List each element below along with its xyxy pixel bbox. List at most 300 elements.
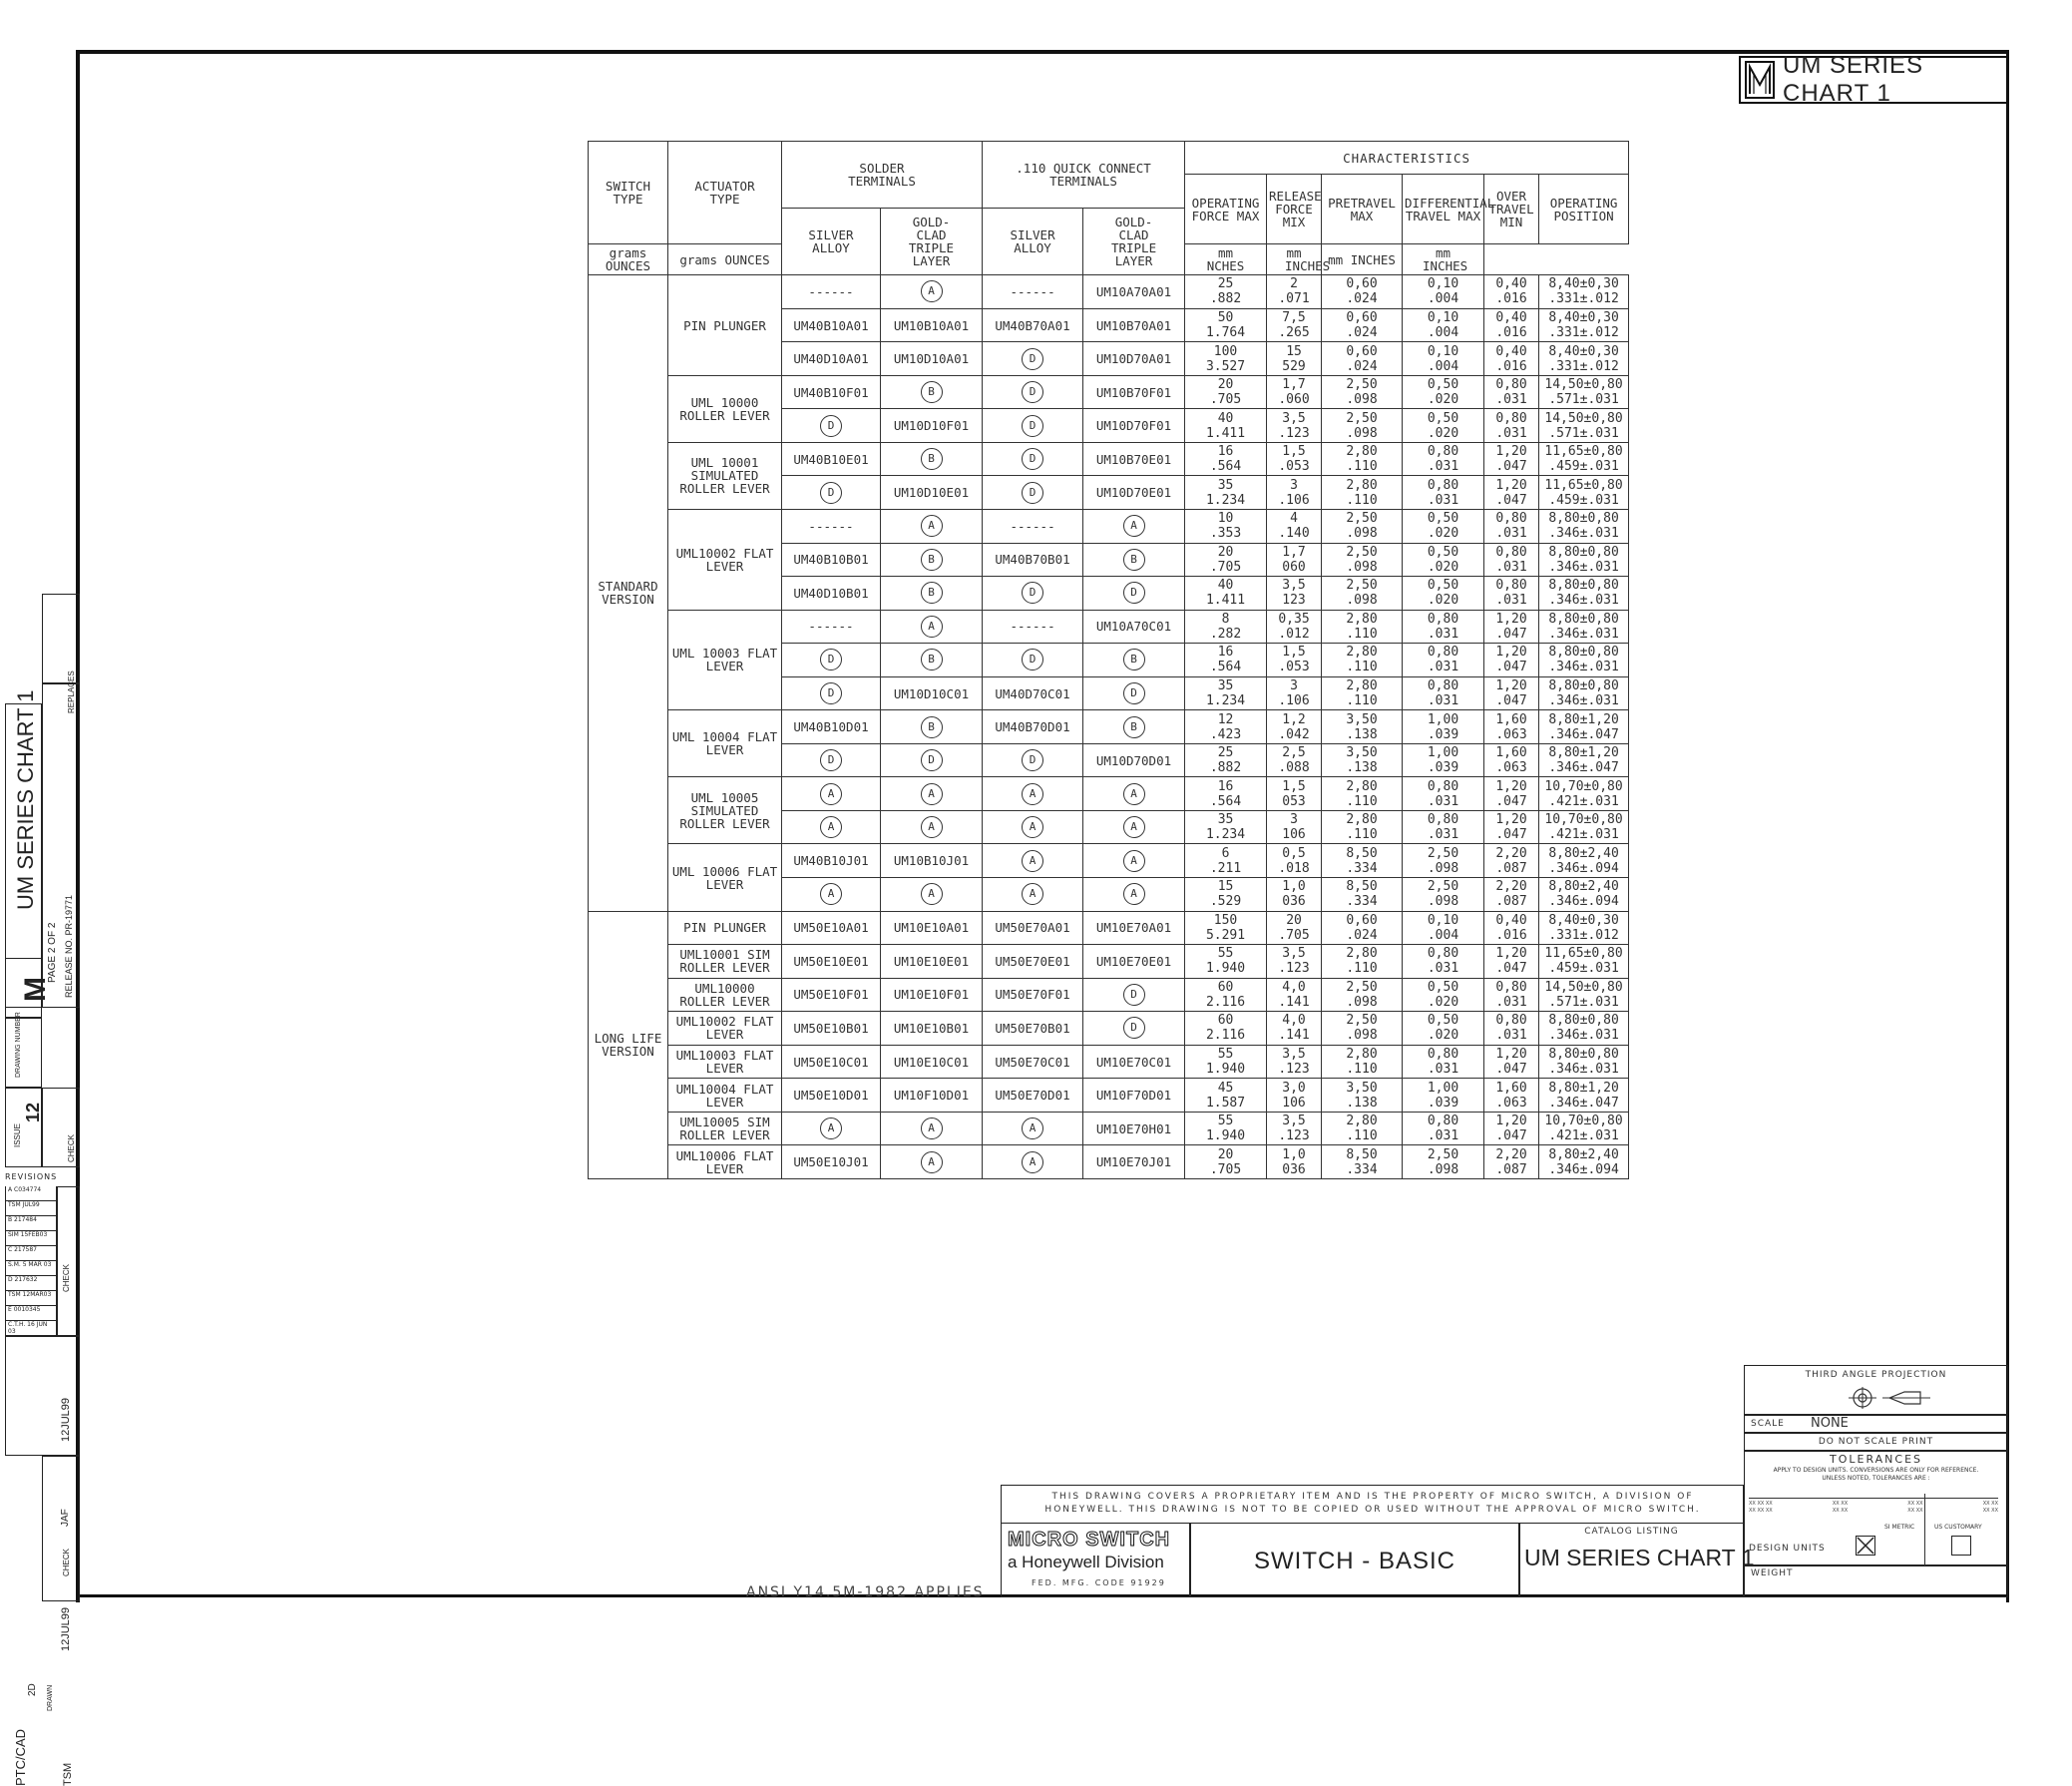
part-number-cell — [1083, 543, 1185, 577]
catalog-box — [1519, 1523, 1755, 1597]
ptc-cad-label: PTC/CAD — [13, 1728, 28, 1786]
value-cell: 8,80±0,80 .346±.031 — [1539, 510, 1629, 544]
header-operating-position: OPERATING POSITION — [1539, 175, 1629, 244]
title-block — [1001, 1485, 2009, 1597]
value-cell: 0,35 .012 — [1267, 610, 1322, 644]
us-customary-label: US CUSTOMARY — [1934, 1524, 1982, 1531]
part-number-cell — [881, 777, 983, 811]
scale-label: SCALE — [1751, 1419, 1785, 1429]
part-number-cell — [1083, 676, 1185, 710]
table-row — [589, 1145, 1629, 1179]
header-differential-travel: DIFFERENTIAL TRAVEL MAX — [1403, 175, 1484, 244]
header-operating-force: OPERATING FORCE MAX — [1185, 175, 1267, 244]
part-number-cell: UM50E10E01 — [782, 945, 881, 979]
part-number-cell — [983, 342, 1083, 376]
part-number-cell: UM10E70J01 — [1083, 1145, 1185, 1179]
circled-letter: D — [820, 482, 842, 504]
value-cell: 0,60 .024 — [1322, 911, 1403, 945]
value-cell: 2,20 .087 — [1484, 844, 1539, 878]
value-cell: 2,5 .088 — [1267, 743, 1322, 777]
value-cell: 55 1.940 — [1185, 1045, 1267, 1079]
part-number-cell: UM10E10E01 — [881, 945, 983, 979]
value-cell: 2,80 .110 — [1322, 644, 1403, 677]
value-cell: 50 1.764 — [1185, 308, 1267, 342]
revision-entry: TSM JUL99 — [5, 1201, 57, 1216]
value-cell: 20 .705 — [1185, 1145, 1267, 1179]
revision-entry: B 217484 — [5, 1216, 57, 1231]
value-cell: 10,70±0,80 .421±.031 — [1539, 777, 1629, 811]
actuator-type-cell: UML 10003 FLAT LEVER — [668, 610, 782, 710]
part-number-cell: ------ — [983, 275, 1083, 309]
value-cell: 0,10 .004 — [1403, 275, 1484, 309]
part-number-cell — [881, 743, 983, 777]
part-number-cell: UM10E70H01 — [1083, 1112, 1185, 1145]
circled-letter: A — [820, 783, 842, 805]
part-number-cell: UM10E10C01 — [881, 1045, 983, 1079]
header-solder-silver-alloy: SILVER ALLOY — [782, 209, 881, 275]
value-cell: 15 .529 — [1185, 878, 1267, 912]
value-cell: 10 .353 — [1185, 510, 1267, 544]
part-number-cell: UM50E10A01 — [782, 911, 881, 945]
value-cell: 0,50 .020 — [1403, 375, 1484, 409]
revision-entry: A C034774 — [5, 1186, 57, 1201]
value-cell: 0,40 .016 — [1484, 911, 1539, 945]
circled-letter: A — [921, 515, 943, 537]
circled-letter: A — [1022, 1151, 1043, 1173]
value-cell: 25 .882 — [1185, 275, 1267, 309]
part-number-cell: UM40B10D01 — [782, 710, 881, 744]
value-cell: 2,50 .098 — [1322, 543, 1403, 577]
circled-letter: D — [820, 415, 842, 437]
value-cell: 6 .211 — [1185, 844, 1267, 878]
value-cell: 0,10 .004 — [1403, 911, 1484, 945]
revision-entry: C 217587 — [5, 1246, 57, 1261]
value-cell: 0,80 .031 — [1403, 644, 1484, 677]
actuator-type-cell: UML10002 FLAT LEVER — [668, 510, 782, 611]
part-number-cell: UM40D10B01 — [782, 577, 881, 611]
part-number-cell: UM40B10B01 — [782, 543, 881, 577]
circled-letter: D — [1123, 582, 1145, 604]
value-cell: 0,50 .020 — [1403, 543, 1484, 577]
part-number-cell — [983, 476, 1083, 510]
value-cell: 2,80 .110 — [1322, 442, 1403, 476]
value-cell: 0,80 .031 — [1484, 577, 1539, 611]
value-cell: 8,80±2,40 .346±.094 — [1539, 1145, 1629, 1179]
part-number-cell: UM40B70A01 — [983, 308, 1083, 342]
part-number-cell: UM50E70B01 — [983, 1012, 1083, 1046]
part-number-cell: UM50E10C01 — [782, 1045, 881, 1079]
part-number-cell — [1083, 978, 1185, 1012]
table-row — [589, 510, 1629, 544]
value-cell: 2,50 .098 — [1403, 878, 1484, 912]
value-cell: 2,50 .098 — [1322, 510, 1403, 544]
check-label-1: CHECK — [67, 1133, 76, 1162]
description-box — [1190, 1523, 1519, 1597]
circled-letter: B — [921, 448, 943, 470]
value-cell: 0,10 .004 — [1403, 342, 1484, 376]
value-cell: 1,7 .060 — [1267, 375, 1322, 409]
part-number-cell: UM50E70A01 — [983, 911, 1083, 945]
cad-2d: 2D — [27, 1683, 38, 1696]
value-cell: 8,50 .334 — [1322, 844, 1403, 878]
value-cell: 14,50±0,80 .571±.031 — [1539, 409, 1629, 443]
table-row — [589, 710, 1629, 744]
part-number-cell: UM10D10C01 — [881, 676, 983, 710]
value-cell: 0,80 .031 — [1403, 1112, 1484, 1145]
value-cell: 35 1.234 — [1185, 676, 1267, 710]
value-cell: 4,0 .141 — [1267, 978, 1322, 1012]
value-cell: 8,40±0,30 .331±.012 — [1539, 275, 1629, 309]
circled-letter: A — [1123, 515, 1145, 537]
part-number-cell: UM10D10A01 — [881, 342, 983, 376]
circled-letter: A — [820, 883, 842, 905]
value-cell: 8,40±0,30 .331±.012 — [1539, 308, 1629, 342]
part-number-cell: UM40B70D01 — [983, 710, 1083, 744]
part-number-cell: UM10E10F01 — [881, 978, 983, 1012]
value-cell: 1,20 .047 — [1484, 644, 1539, 677]
page-number: PAGE 2 OF 2 — [47, 922, 58, 983]
part-number-cell — [881, 644, 983, 677]
micro-switch-logo-icon — [1745, 61, 1775, 99]
part-number-cell: ------ — [983, 510, 1083, 544]
value-cell: 0,50 .020 — [1403, 510, 1484, 544]
header-quick-connect: .110 QUICK CONNECT TERMINALS — [983, 142, 1185, 209]
table-row — [589, 442, 1629, 476]
circled-letter: A — [820, 816, 842, 838]
circled-letter: D — [1022, 415, 1043, 437]
drawing-number-box — [5, 1018, 42, 1088]
part-number-cell — [881, 610, 983, 644]
circled-letter: A — [921, 616, 943, 638]
catalog-value: UM SERIES CHART 1 — [1524, 1545, 1755, 1570]
value-cell: 8,80±1,20 .346±.047 — [1539, 743, 1629, 777]
part-number-cell: UM10B10J01 — [881, 844, 983, 878]
value-cell: 2,50 .098 — [1322, 409, 1403, 443]
proprietary-notice: THIS DRAWING COVERS A PROPRIETARY ITEM AND IS THE PROPERTY OF MICRO SWITCH, A DIVISION OF HONEYWELL. THIS DRAWING IS NOT TO BE COPIED OR USED WITHOUT THE APPROVAL OF MICRO SWITCH. — [1044, 1492, 1701, 1515]
value-cell: 0,60 .024 — [1322, 342, 1403, 376]
circled-letter: D — [820, 749, 842, 771]
value-cell: 8,80±1,20 .346±.047 — [1539, 1079, 1629, 1113]
table-row — [589, 844, 1629, 878]
circled-letter: D — [1022, 482, 1043, 504]
circled-letter: B — [921, 549, 943, 571]
part-number-cell — [782, 476, 881, 510]
value-cell: 20 .705 — [1267, 911, 1322, 945]
actuator-type-cell: PIN PLUNGER — [668, 275, 782, 376]
part-number-cell: ------ — [782, 610, 881, 644]
value-cell: 60 2.116 — [1185, 1012, 1267, 1046]
table-row — [589, 610, 1629, 644]
circled-letter: D — [1123, 682, 1145, 704]
part-number-cell: UM40D70C01 — [983, 676, 1083, 710]
actuator-type-cell: UML10001 SIM ROLLER LEVER — [668, 945, 782, 979]
value-cell: 0,80 .031 — [1484, 543, 1539, 577]
value-cell: 3,50 .138 — [1322, 1079, 1403, 1113]
value-cell: 8,80±2,40 .346±.094 — [1539, 844, 1629, 878]
part-number-cell — [782, 743, 881, 777]
scale-box — [1744, 1415, 2008, 1433]
actuator-type-cell: UML10004 FLAT LEVER — [668, 1079, 782, 1113]
part-number-cell: UM10D70A01 — [1083, 342, 1185, 376]
circled-letter: A — [921, 783, 943, 805]
header-qc-gold-clad: GOLD-CLAD TRIPLE LAYER — [1083, 209, 1185, 275]
description: SWITCH - BASIC — [1253, 1548, 1455, 1574]
circled-letter: D — [820, 682, 842, 704]
part-number-cell: UM10F10D01 — [881, 1079, 983, 1113]
tolerances-note: APPLY TO DESIGN UNITS. CONVERSIONS ARE ONLY FOR REFERENCE. UNLESS NOTED, TOLERANCES ARE : — [1773, 1467, 1979, 1482]
unit-pretravel: mm NCHES — [1185, 244, 1267, 275]
part-number-cell — [1083, 577, 1185, 611]
value-cell: 8,40±0,30 .331±.012 — [1539, 911, 1629, 945]
value-cell: 0,5 .018 — [1267, 844, 1322, 878]
table-row — [589, 1079, 1629, 1113]
header-solder-terminals: SOLDER TERMINALS — [782, 142, 983, 209]
header-characteristics: CHARACTERISTICS — [1185, 142, 1629, 175]
value-cell: 0,80 .031 — [1403, 442, 1484, 476]
value-cell: 20 .705 — [1185, 543, 1267, 577]
actuator-type-cell: UML10000 ROLLER LEVER — [668, 978, 782, 1012]
value-cell: 3,5 .123 — [1267, 1045, 1322, 1079]
unit-diff-travel: mm INCHES — [1267, 244, 1322, 275]
part-number-cell — [1083, 710, 1185, 744]
part-number-cell — [881, 1112, 983, 1145]
value-cell: 2,50 .098 — [1322, 375, 1403, 409]
value-cell: 2,80 .110 — [1322, 476, 1403, 510]
header-qc-silver-alloy: SILVER ALLOY — [983, 209, 1083, 275]
value-cell: 1,2 .042 — [1267, 710, 1322, 744]
circled-letter: B — [921, 381, 943, 403]
value-cell: 2,50 .098 — [1322, 577, 1403, 611]
part-number-cell: UM50E70F01 — [983, 978, 1083, 1012]
value-cell: 8,80±0,80 .346±.031 — [1539, 543, 1629, 577]
value-cell: 8,50 .334 — [1322, 1145, 1403, 1179]
jaf: JAF — [60, 1509, 71, 1527]
part-number-cell — [1083, 644, 1185, 677]
value-cell: 1,5 053 — [1267, 777, 1322, 811]
part-number-cell — [983, 1145, 1083, 1179]
circled-letter: B — [1123, 549, 1145, 571]
value-cell: 0,50 .020 — [1403, 978, 1484, 1012]
brand-box — [1001, 1523, 1190, 1597]
value-cell: 8,80±0,80 .346±.031 — [1539, 1045, 1629, 1079]
actuator-type-cell: UML10006 FLAT LEVER — [668, 1145, 782, 1179]
part-number-cell — [983, 777, 1083, 811]
date-1: 12JUL99 — [60, 1397, 72, 1442]
revision-entry: E 0010345 — [5, 1306, 57, 1321]
value-cell: 3,5 .123 — [1267, 1112, 1322, 1145]
value-cell: 0,40 .016 — [1484, 342, 1539, 376]
part-number-cell: ------ — [983, 610, 1083, 644]
circled-letter: D — [1022, 348, 1043, 370]
value-cell: 55 1.940 — [1185, 945, 1267, 979]
value-cell: 1,60 .063 — [1484, 1079, 1539, 1113]
part-number-cell: UM50E10J01 — [782, 1145, 881, 1179]
value-cell: 0,80 .031 — [1403, 476, 1484, 510]
part-number-cell — [782, 676, 881, 710]
value-cell: 1,20 .047 — [1484, 777, 1539, 811]
issue-label: ISSUE — [13, 1122, 22, 1147]
value-cell: 1,20 .047 — [1484, 1112, 1539, 1145]
value-cell: 40 1.411 — [1185, 409, 1267, 443]
circled-letter: A — [1022, 883, 1043, 905]
value-cell: 8,80±2,40 .346±.094 — [1539, 878, 1629, 912]
value-cell: 3,0 106 — [1267, 1079, 1322, 1113]
design-units-label: DESIGN UNITS — [1749, 1544, 1826, 1554]
part-number-cell — [782, 878, 881, 912]
si-metric-label: SI METRIC — [1884, 1524, 1915, 1531]
issue-box — [5, 1088, 42, 1167]
part-number-cell: UM10A70C01 — [1083, 610, 1185, 644]
tsm-label: TSM — [62, 1762, 74, 1786]
part-number-cell — [983, 442, 1083, 476]
circled-letter: D — [1022, 448, 1043, 470]
value-cell: 14,50±0,80 .571±.031 — [1539, 375, 1629, 409]
part-number-cell: UM10D10F01 — [881, 409, 983, 443]
value-cell: 1,20 .047 — [1484, 1045, 1539, 1079]
table-row — [589, 375, 1629, 409]
value-cell: 11,65±0,80 .459±.031 — [1539, 442, 1629, 476]
value-cell: 15 529 — [1267, 342, 1322, 376]
value-cell: 7,5 .265 — [1267, 308, 1322, 342]
actuator-type-cell: UML 10004 FLAT LEVER — [668, 710, 782, 777]
part-number-cell: UM50E10D01 — [782, 1079, 881, 1113]
part-number-cell — [782, 1112, 881, 1145]
part-number-cell — [983, 375, 1083, 409]
circled-letter: B — [921, 582, 943, 604]
value-cell: 40 1.411 — [1185, 577, 1267, 611]
circled-letter: A — [1123, 783, 1145, 805]
value-cell: 150 5.291 — [1185, 911, 1267, 945]
part-number-cell: UM10B70E01 — [1083, 442, 1185, 476]
actuator-type-cell: UML10002 FLAT LEVER — [668, 1012, 782, 1046]
circled-letter: D — [1123, 984, 1145, 1006]
part-number-cell — [881, 510, 983, 544]
value-cell: 2,80 .110 — [1322, 945, 1403, 979]
part-number-cell: UM10E70E01 — [1083, 945, 1185, 979]
do-not-scale-box — [1744, 1433, 2008, 1451]
value-cell: 0,80 .031 — [1484, 375, 1539, 409]
part-number-cell: UM10B70A01 — [1083, 308, 1185, 342]
circled-letter: D — [1022, 749, 1043, 771]
value-cell: 1,20 .047 — [1484, 442, 1539, 476]
sign-box — [42, 1456, 80, 1601]
fed-code: FED. MFG. CODE 91929 — [1032, 1578, 1166, 1587]
circled-letter: A — [1123, 850, 1145, 872]
value-cell: 0,50 .020 — [1403, 409, 1484, 443]
value-cell: 8,80±0,80 .346±.031 — [1539, 610, 1629, 644]
part-number-cell: UM40D10A01 — [782, 342, 881, 376]
part-number-cell: UM10B70F01 — [1083, 375, 1185, 409]
part-number-cell: UM10F70D01 — [1083, 1079, 1185, 1113]
third-angle-label: THIRD ANGLE PROJECTION — [1805, 1370, 1947, 1380]
part-number-cell — [983, 743, 1083, 777]
value-cell: 0,60 .024 — [1322, 308, 1403, 342]
check-label-2: CHECK — [62, 1263, 71, 1292]
part-number-cell: UM50E70D01 — [983, 1079, 1083, 1113]
value-cell: 3,50 .138 — [1322, 710, 1403, 744]
value-cell: 2,80 .110 — [1322, 1112, 1403, 1145]
revision-entry: SIM 15FEB03 — [5, 1231, 57, 1246]
actuator-type-cell: UML 10000 ROLLER LEVER — [668, 375, 782, 442]
logo-m-icon: M — [19, 977, 52, 1002]
switch-type-cell: LONG LIFE VERSION — [589, 911, 668, 1178]
value-cell: 2,50 .098 — [1322, 1012, 1403, 1046]
header-pretravel: PRETRAVEL MAX — [1322, 175, 1403, 244]
table-row — [589, 275, 1629, 309]
table-row — [589, 1045, 1629, 1079]
table-row — [589, 777, 1629, 811]
part-number-cell — [881, 810, 983, 844]
revision-list — [5, 1186, 57, 1336]
third-angle-box — [1744, 1365, 2008, 1415]
circled-letter: A — [1123, 816, 1145, 838]
vertical-title: UM SERIES CHART 1 — [13, 689, 38, 910]
revision-entry: S.M. 5 MAR 03 — [5, 1261, 57, 1276]
value-cell: 1,60 .063 — [1484, 710, 1539, 744]
tolerances-title: TOLERANCES — [1829, 1453, 1923, 1466]
drawn-label: DRAWN — [47, 1684, 54, 1711]
part-number-cell: UM40B10E01 — [782, 442, 881, 476]
specification-table — [588, 141, 1629, 1179]
value-cell: 2 .071 — [1267, 275, 1322, 309]
value-cell: 8,80±0,80 .346±.031 — [1539, 644, 1629, 677]
value-cell: 3,50 .138 — [1322, 743, 1403, 777]
part-number-cell: UM10E70C01 — [1083, 1045, 1185, 1079]
part-number-cell: UM50E70C01 — [983, 1045, 1083, 1079]
value-cell: 35 1.234 — [1185, 810, 1267, 844]
micro-switch-brand: MICRO SWITCH — [1008, 1529, 1171, 1551]
value-cell: 0,80 .031 — [1484, 1012, 1539, 1046]
circled-letter: D — [820, 649, 842, 670]
value-cell: 100 3.527 — [1185, 342, 1267, 376]
value-cell: 4,0 .141 — [1267, 1012, 1322, 1046]
value-cell: 0,50 .020 — [1403, 577, 1484, 611]
part-number-cell: UM10A70A01 — [1083, 275, 1185, 309]
value-cell: 0,80 .031 — [1484, 409, 1539, 443]
revisions-label: REVISIONS — [5, 1172, 58, 1181]
part-number-cell — [983, 409, 1083, 443]
circled-letter: A — [1022, 1117, 1043, 1139]
part-number-cell — [1083, 510, 1185, 544]
value-cell: 1,0 036 — [1267, 878, 1322, 912]
part-number-cell — [983, 844, 1083, 878]
circled-letter: D — [1022, 381, 1043, 403]
part-number-cell: UM10D70E01 — [1083, 476, 1185, 510]
value-cell: 3,5 .123 — [1267, 945, 1322, 979]
value-cell: 1,5 .053 — [1267, 442, 1322, 476]
part-number-cell — [881, 710, 983, 744]
value-cell: 16 .564 — [1185, 644, 1267, 677]
part-number-cell: UM50E70E01 — [983, 945, 1083, 979]
honeywell-division: a Honeywell Division — [1008, 1553, 1164, 1571]
circled-letter: A — [921, 1117, 943, 1139]
table-row — [589, 911, 1629, 945]
value-cell: 1,20 .047 — [1484, 676, 1539, 710]
circled-letter: A — [1123, 883, 1145, 905]
value-cell: 0,80 .031 — [1484, 510, 1539, 544]
value-cell: 10,70±0,80 .421±.031 — [1539, 810, 1629, 844]
part-number-cell: UM10D10E01 — [881, 476, 983, 510]
part-number-cell — [782, 644, 881, 677]
part-number-cell: UM50E10F01 — [782, 978, 881, 1012]
part-number-cell — [881, 275, 983, 309]
projection-symbol-icon — [1845, 1386, 1934, 1410]
part-number-cell: UM10E70A01 — [1083, 911, 1185, 945]
value-cell: 14,50±0,80 .571±.031 — [1539, 978, 1629, 1012]
header-switch-type: SWITCH TYPE — [589, 142, 668, 244]
check-label-3: CHECK — [62, 1548, 71, 1576]
scale-value: NONE — [1811, 1416, 1849, 1431]
